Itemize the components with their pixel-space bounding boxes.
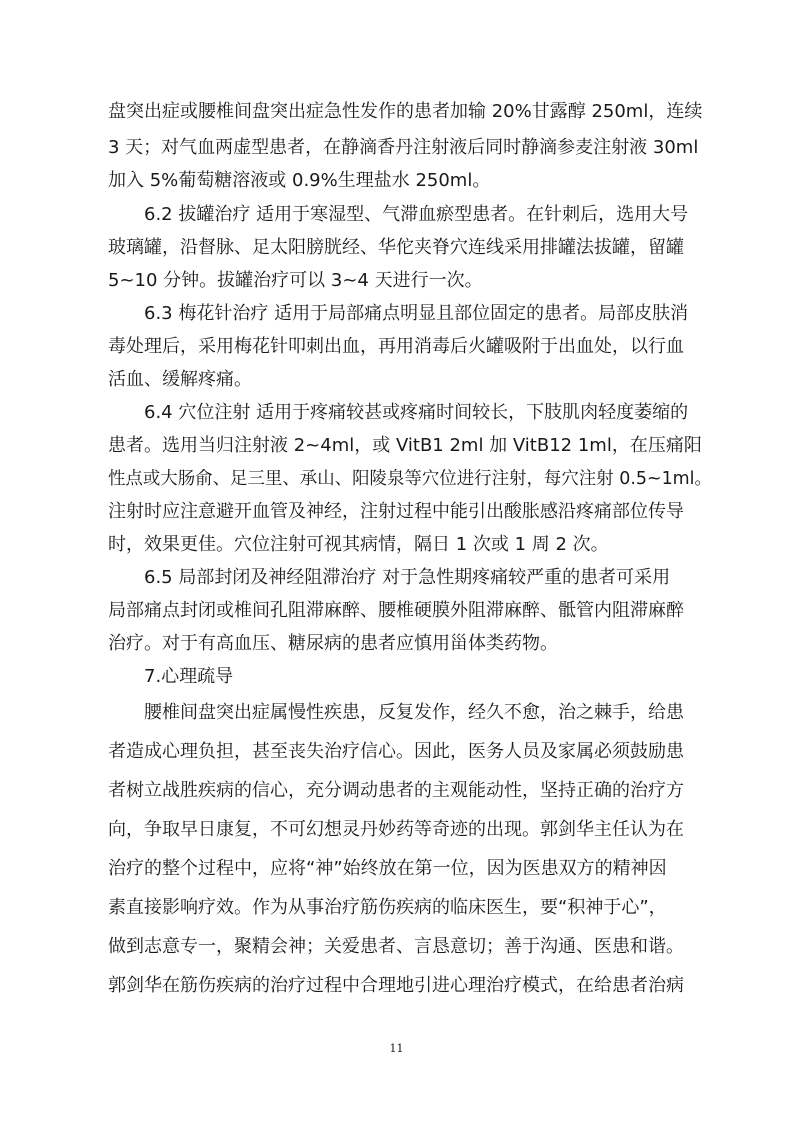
text-line: 治疗。对于有高血压、糖尿病的患者应慎用甾体类药物。	[108, 633, 558, 654]
text-line: 5~10 分钟。拔罐治疗可以 3~4 天进行一次。	[108, 270, 483, 291]
text-line: 时，效果更佳。穴位注射可视其病情，隔日 1 次或 1 周 2 次。	[108, 534, 609, 555]
text-line: 者造成心理负担，甚至丧失治疗信心。因此，医务人员及家属必须鼓励患	[108, 741, 684, 762]
text-line: 活血、缓解疼痛。	[108, 369, 252, 390]
text-line: 治疗的整个过程中，应将“神”始终放在第一位，因为医患双方的精神因	[108, 858, 667, 879]
text-line: 素直接影响疗效。作为从事治疗筋伤疾病的临床医生，要“积神于心”，	[108, 897, 667, 918]
text-line: 注射时应注意避开血管及神经，注射过程中能引出酸胀感沿疼痛部位传导	[108, 501, 684, 522]
text-line: 6.4 穴位注射 适用于疼痛较甚或疼痛时间较长，下肢肌肉轻度萎缩的	[144, 402, 689, 423]
text-line: 局部痛点封闭或椎间孔阻滞麻醉、腰椎硬膜外阻滞麻醉、骶管内阻滞麻醉	[108, 600, 684, 621]
page-number: 11	[389, 1042, 404, 1055]
text-line: 加入 5%葡萄糖溶液或 0.9%生理盐水 250ml。	[108, 170, 491, 191]
text-line: 郭剑华在筋伤疾病的治疗过程中合理地引进心理治疗模式，在给患者治病	[108, 975, 684, 996]
text-line: 患者。选用当归注射液 2~4ml，或 VitB1 2ml 加 VitB12 1ml，在压痛阳	[108, 435, 702, 456]
text-line: 向，争取早日康复，不可幻想灵丹妙药等奇迹的出现。郭剑华主任认为在	[108, 819, 684, 840]
text-line: 盘突出症或腰椎间盘突出症急性发作的患者加输 20%甘露醇 250ml，连续	[108, 101, 703, 122]
text-line: 者树立战胜疾病的信心，充分调动患者的主观能动性，坚持正确的治疗方	[108, 780, 684, 801]
text-line: 毒处理后，采用梅花针叩刺出血，再用消毒后火罐吸附于出血处，以行血	[108, 336, 684, 357]
text-line: 6.2 拔罐治疗 适用于寒湿型、气滞血瘀型患者。在针刺后，选用大号	[144, 204, 689, 225]
text-line: 玻璃罐，沿督脉、足太阳膀胱经、华佗夹脊穴连线采用排罐法拔罐，留罐	[108, 237, 684, 258]
text-line: 6.3 梅花针治疗 适用于局部痛点明显且部位固定的患者。局部皮肤消	[144, 303, 689, 324]
text-line: 腰椎间盘突出症属慢性疾患，反复发作，经久不愈，治之棘手，给患	[144, 702, 684, 723]
text-line: 性点或大肠俞、足三里、承山、阳陵泉等穴位进行注射，每穴注射 0.5~1ml。	[108, 469, 712, 489]
text-line: 3 天；对气血两虚型患者，在静滴香丹注射液后同时静滴参麦注射液 30ml	[108, 137, 699, 158]
section-heading: 7.心理疏导	[144, 666, 234, 687]
text-line: 6.5 局部封闭及神经阻滞治疗 对于急性期疼痛较严重的患者可采用	[144, 567, 671, 588]
text-line: 做到志意专一，聚精会神；关爱患者、言恳意切；善于沟通、医患和谐。	[108, 936, 684, 957]
